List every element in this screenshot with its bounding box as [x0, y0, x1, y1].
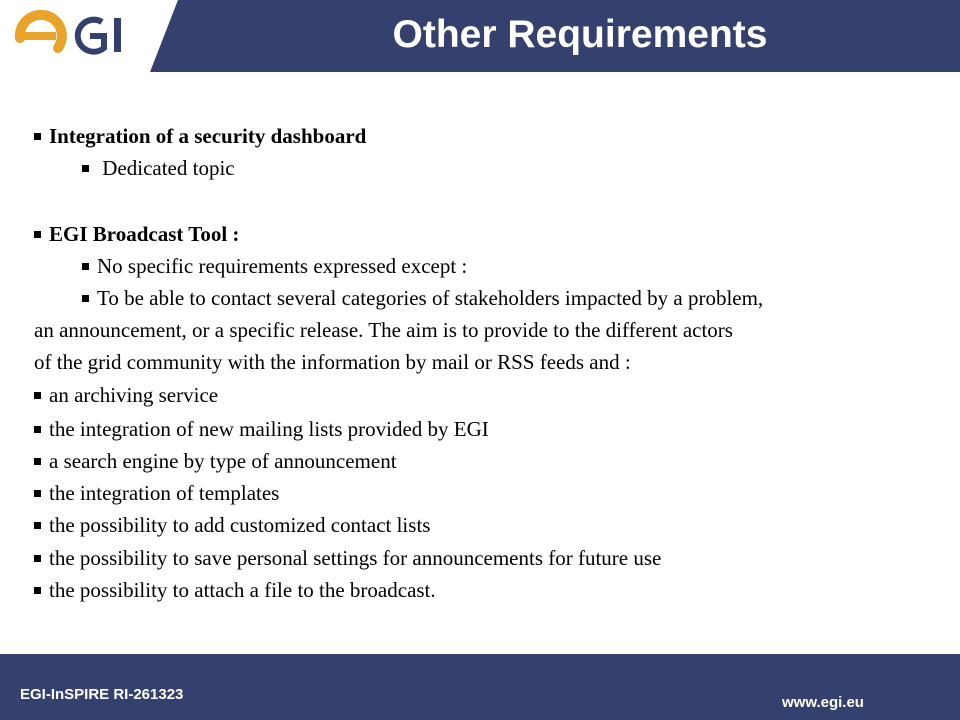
body-line-text: of the grid community with the information by mail or RSS feeds and :	[34, 350, 631, 374]
body-line	[34, 513, 430, 537]
square-bullet-icon	[34, 458, 41, 465]
body-line-text: a search engine by type of announcement	[49, 449, 397, 473]
body-line	[34, 350, 631, 374]
body-line-text: an announcement, or a specific release. The aim is to provide to the different actors	[34, 318, 733, 342]
body-line	[34, 318, 733, 342]
square-bullet-icon	[34, 587, 41, 594]
body-line-text: To be able to contact several categories of stakeholders impacted by a problem,	[97, 286, 764, 310]
body-line	[34, 383, 218, 407]
body-line-text: an archiving service	[49, 383, 219, 407]
body-line	[82, 254, 467, 278]
body-line	[34, 449, 397, 473]
body-line-text: EGI Broadcast Tool :	[49, 222, 240, 246]
square-bullet-icon	[34, 522, 41, 529]
square-bullet-icon	[82, 295, 89, 302]
body-line-text: Integration of a security dashboard	[49, 124, 367, 148]
slide-title: Other Requirements	[392, 13, 768, 56]
body-line-text: the integration of new mailing lists provided by EGI	[49, 417, 489, 441]
body-line	[34, 481, 279, 505]
square-bullet-icon	[34, 426, 41, 433]
body-line-text: the possibility to add customized contact lists	[49, 513, 431, 537]
square-bullet-icon	[34, 490, 41, 497]
body-line	[34, 222, 239, 246]
body-line	[82, 286, 763, 310]
square-bullet-icon	[34, 231, 41, 238]
body-line-text: the possibility to attach a file to the broadcast.	[49, 578, 436, 602]
square-bullet-icon	[34, 555, 41, 562]
square-bullet-icon	[82, 263, 89, 270]
footer-project-id: EGI-InSPIRE RI-261323	[20, 686, 184, 703]
body-line	[82, 156, 235, 180]
body-line	[34, 546, 661, 570]
square-bullet-icon	[34, 133, 41, 140]
body-line-text: the integration of templates	[49, 481, 280, 505]
body-line	[34, 578, 436, 602]
body-line-text: the possibility to save personal settings for announcements for future use	[49, 546, 662, 570]
body-line-text: Dedicated topic	[97, 156, 235, 180]
square-bullet-icon	[34, 392, 41, 399]
body-line	[34, 124, 366, 148]
square-bullet-icon	[82, 165, 89, 172]
footer-url[interactable]: www.egi.eu	[782, 694, 864, 711]
body-line	[34, 417, 489, 441]
body-line-text: No specific requirements expressed except :	[97, 254, 468, 278]
